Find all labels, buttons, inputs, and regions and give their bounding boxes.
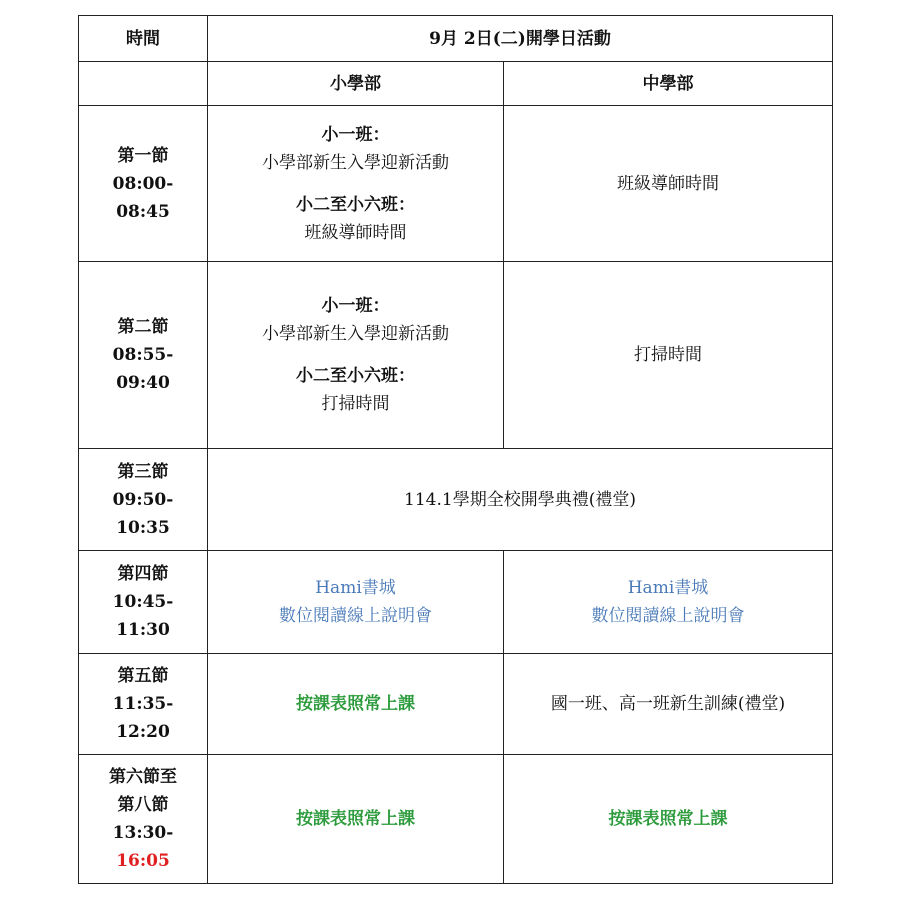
- group-activity: 打掃時間: [321, 394, 390, 414]
- primary-division-header: 小學部: [208, 62, 504, 106]
- group-label: 小一班：: [321, 296, 390, 316]
- table-row: [79, 654, 833, 755]
- period-time-end: 09:40: [116, 373, 170, 393]
- school-wide-activity-cell: 114.1學期全校開學典禮(禮堂): [208, 449, 833, 551]
- secondary-activity-cell: 國一班、高一班新生訓練(禮堂): [504, 654, 833, 755]
- period-cell: [79, 551, 208, 654]
- secondary-activity-cell: [504, 551, 833, 654]
- period-time-end: 16:05: [116, 851, 170, 871]
- period-label: 第二節: [117, 317, 169, 337]
- primary-activity-cell: [208, 262, 504, 449]
- group-label: 小二至小六班：: [296, 366, 415, 386]
- period-time-start: 08:00-: [112, 173, 174, 194]
- group-activity: 小學部新生入學迎新活動: [262, 324, 449, 344]
- secondary-division-header: 中學部: [504, 62, 833, 106]
- activity-line: 數位閱讀線上說明會: [279, 606, 432, 626]
- secondary-activity-cell: 按課表照常上課: [504, 755, 833, 884]
- period-cell: [79, 654, 208, 755]
- group-activity: 班級導師時間: [304, 222, 407, 243]
- primary-activity-cell: [208, 551, 504, 654]
- schedule-table: [78, 15, 833, 884]
- period-time-start: 13:30-: [112, 823, 174, 843]
- period-time-start: 09:50-: [112, 489, 174, 510]
- period-cell: [79, 755, 208, 884]
- activity-line: Hami書城: [315, 578, 396, 598]
- period-time-start: 11:35-: [112, 694, 174, 714]
- period-time-end: 12:20: [116, 722, 170, 742]
- primary-activity-cell: [208, 106, 504, 262]
- period-label: 第八節: [117, 795, 169, 815]
- table-row: [79, 106, 833, 262]
- secondary-activity-cell: 打掃時間: [504, 262, 833, 449]
- period-time-start: 08:55-: [112, 345, 174, 365]
- period-label: 第四節: [117, 564, 169, 584]
- subheader-row: [79, 62, 833, 106]
- activity-line: Hami書城: [627, 578, 709, 598]
- period-cell: [79, 106, 208, 262]
- period-label: 第一節: [117, 145, 169, 166]
- period-time-end: 10:35: [116, 517, 170, 538]
- table-row: [79, 551, 833, 654]
- period-time-start: 10:45-: [112, 592, 174, 612]
- secondary-activity-cell: 班級導師時間: [504, 106, 833, 262]
- group-activity: 小學部新生入學迎新活動: [262, 152, 449, 173]
- table-row: [79, 755, 833, 884]
- activity-line: 數位閱讀線上說明會: [591, 606, 745, 626]
- period-label: 第五節: [117, 666, 169, 686]
- period-cell: [79, 449, 208, 551]
- header-row: [79, 16, 833, 62]
- period-cell: [79, 262, 208, 449]
- period-time-end: 11:30: [116, 620, 170, 640]
- table-row: [79, 262, 833, 449]
- primary-activity-cell: 按課表照常上課: [208, 654, 504, 755]
- period-label: 第六節至: [109, 767, 177, 787]
- empty-cell: [79, 62, 208, 106]
- period-label: 第三節: [117, 461, 169, 482]
- time-header: 時間: [79, 16, 208, 62]
- period-time-end: 08:45: [116, 201, 170, 222]
- group-label: 小二至小六班：: [296, 194, 415, 215]
- table-row: [79, 449, 833, 551]
- table-title: 9月 2日(二)開學日活動: [208, 16, 833, 62]
- group-label: 小一班：: [321, 124, 390, 145]
- primary-activity-cell: 按課表照常上課: [208, 755, 504, 884]
